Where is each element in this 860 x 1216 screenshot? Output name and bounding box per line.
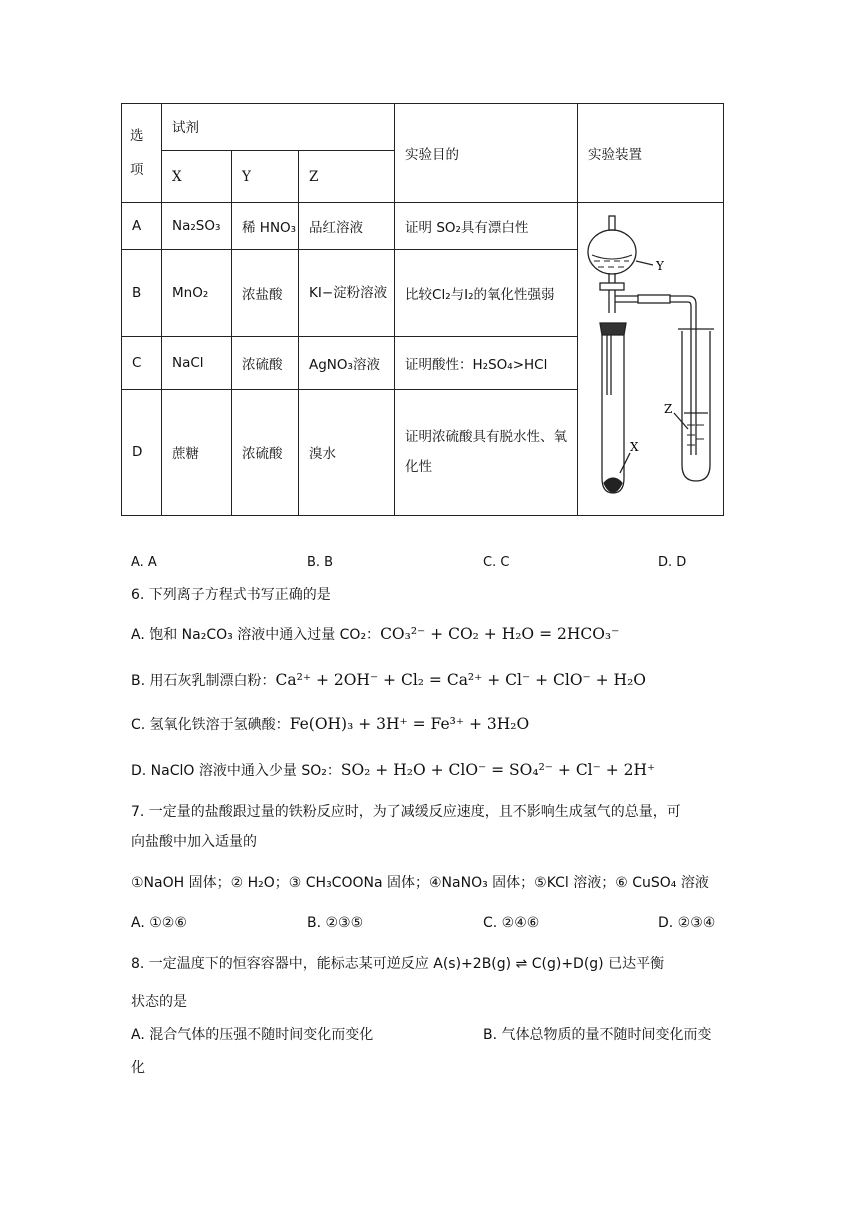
- header-reagent: 试剂: [162, 104, 395, 151]
- row-z: 品红溶液: [299, 203, 395, 250]
- q8-option-b-line1: B. 气体总物质的量不随时间变化而变: [483, 1027, 712, 1043]
- row-purpose: 比较Cl₂与I₂的氧化性强弱: [395, 249, 578, 336]
- row-x: 蔗糖: [162, 389, 232, 515]
- row-x: NaCl: [162, 337, 232, 390]
- header-y: Y: [232, 151, 299, 203]
- row-y: 浓硫酸: [232, 389, 299, 515]
- row-purpose: 证明浓硫酸具有脱水性、氧化性: [395, 389, 578, 515]
- table-row: [122, 203, 724, 250]
- apparatus-cell: [578, 203, 724, 516]
- q5-option-d: D. D: [658, 555, 687, 570]
- row-purpose: 证明 SO₂具有漂白性: [395, 203, 578, 250]
- q7-option-b: B. ②③⑤: [307, 915, 364, 931]
- row-y: 浓硫酸: [232, 337, 299, 390]
- q7-option-c: C. ②④⑥: [483, 915, 540, 931]
- header-x: X: [162, 151, 232, 203]
- header-apparatus: 实验装置: [578, 104, 724, 203]
- q5-option-a: A. A: [131, 555, 157, 570]
- q8-option-a: A. 混合气体的压强不随时间变化而变化: [131, 1027, 374, 1043]
- q6-option-c: C. 氢氧化铁溶于氢碘酸：Fe(OH)₃ + 3H⁺ = Fe³⁺ + 3H₂O: [131, 715, 530, 733]
- q7-option-a: A. ①②⑥: [131, 915, 187, 931]
- header-z: Z: [299, 151, 395, 203]
- q6-option-a: A. 饱和 Na₂CO₃ 溶液中通入过量 CO₂：CO₃²⁻ + CO₂ + H₂O = 2HCO₃⁻: [131, 625, 620, 643]
- q6-stem: 6. 下列离子方程式书写正确的是: [131, 587, 331, 603]
- row-x: MnO₂: [162, 249, 232, 336]
- header-purpose: 实验目的: [395, 104, 578, 203]
- label-y: Y: [656, 259, 664, 273]
- q5-option-c: C. C: [483, 555, 510, 570]
- row-option: C: [122, 337, 162, 390]
- q5-option-b: B. B: [307, 555, 334, 570]
- row-z: 溴水: [299, 389, 395, 515]
- row-purpose: 证明酸性：H₂SO₄>HCl: [395, 337, 578, 390]
- header-option: 选项: [122, 104, 162, 203]
- q7-stem-line2: 向盐酸中加入适量的: [131, 834, 257, 850]
- experiment-table: [121, 103, 724, 516]
- row-option: B: [122, 249, 162, 336]
- row-y: 稀 HNO₃: [232, 203, 299, 250]
- q7-stem-line1: 7. 一定量的盐酸跟过量的铁粉反应时，为了减缓反应速度，且不影响生成氢气的总量，可: [131, 804, 681, 820]
- row-option: A: [122, 203, 162, 250]
- q7-option-d: D. ②③④: [658, 915, 716, 931]
- q6-option-b: B. 用石灰乳制漂白粉：Ca²⁺ + 2OH⁻ + Cl₂ = Ca²⁺ + Cl⁻ + ClO⁻ + H₂O: [131, 671, 646, 689]
- q7-items: ①NaOH 固体；② H₂O；③ CH₃COONa 固体；④NaNO₃ 固体；⑤KCl 溶液；⑥ CuSO₄ 溶液: [131, 875, 709, 891]
- label-x: X: [630, 440, 639, 454]
- row-option: D: [122, 389, 162, 515]
- row-z: KI−淀粉溶液: [299, 249, 395, 336]
- q8-option-b-line2: 化: [131, 1060, 145, 1076]
- q8-stem-line2: 状态的是: [131, 994, 187, 1010]
- row-z: AgNO₃溶液: [299, 337, 395, 390]
- q8-stem-line1: 8. 一定温度下的恒容容器中，能标志某可逆反应 A(s)+2B(g) ⇌ C(g)+D(g) 已达平衡: [131, 956, 665, 972]
- apparatus-diagram: [578, 203, 724, 511]
- row-x: Na₂SO₃: [162, 203, 232, 250]
- q6-option-d: D. NaClO 溶液中通入少量 SO₂：SO₂ + H₂O + ClO⁻ = SO₄²⁻ + Cl⁻ + 2H⁺: [131, 761, 656, 779]
- row-y: 浓盐酸: [232, 249, 299, 336]
- label-z: Z: [664, 402, 673, 416]
